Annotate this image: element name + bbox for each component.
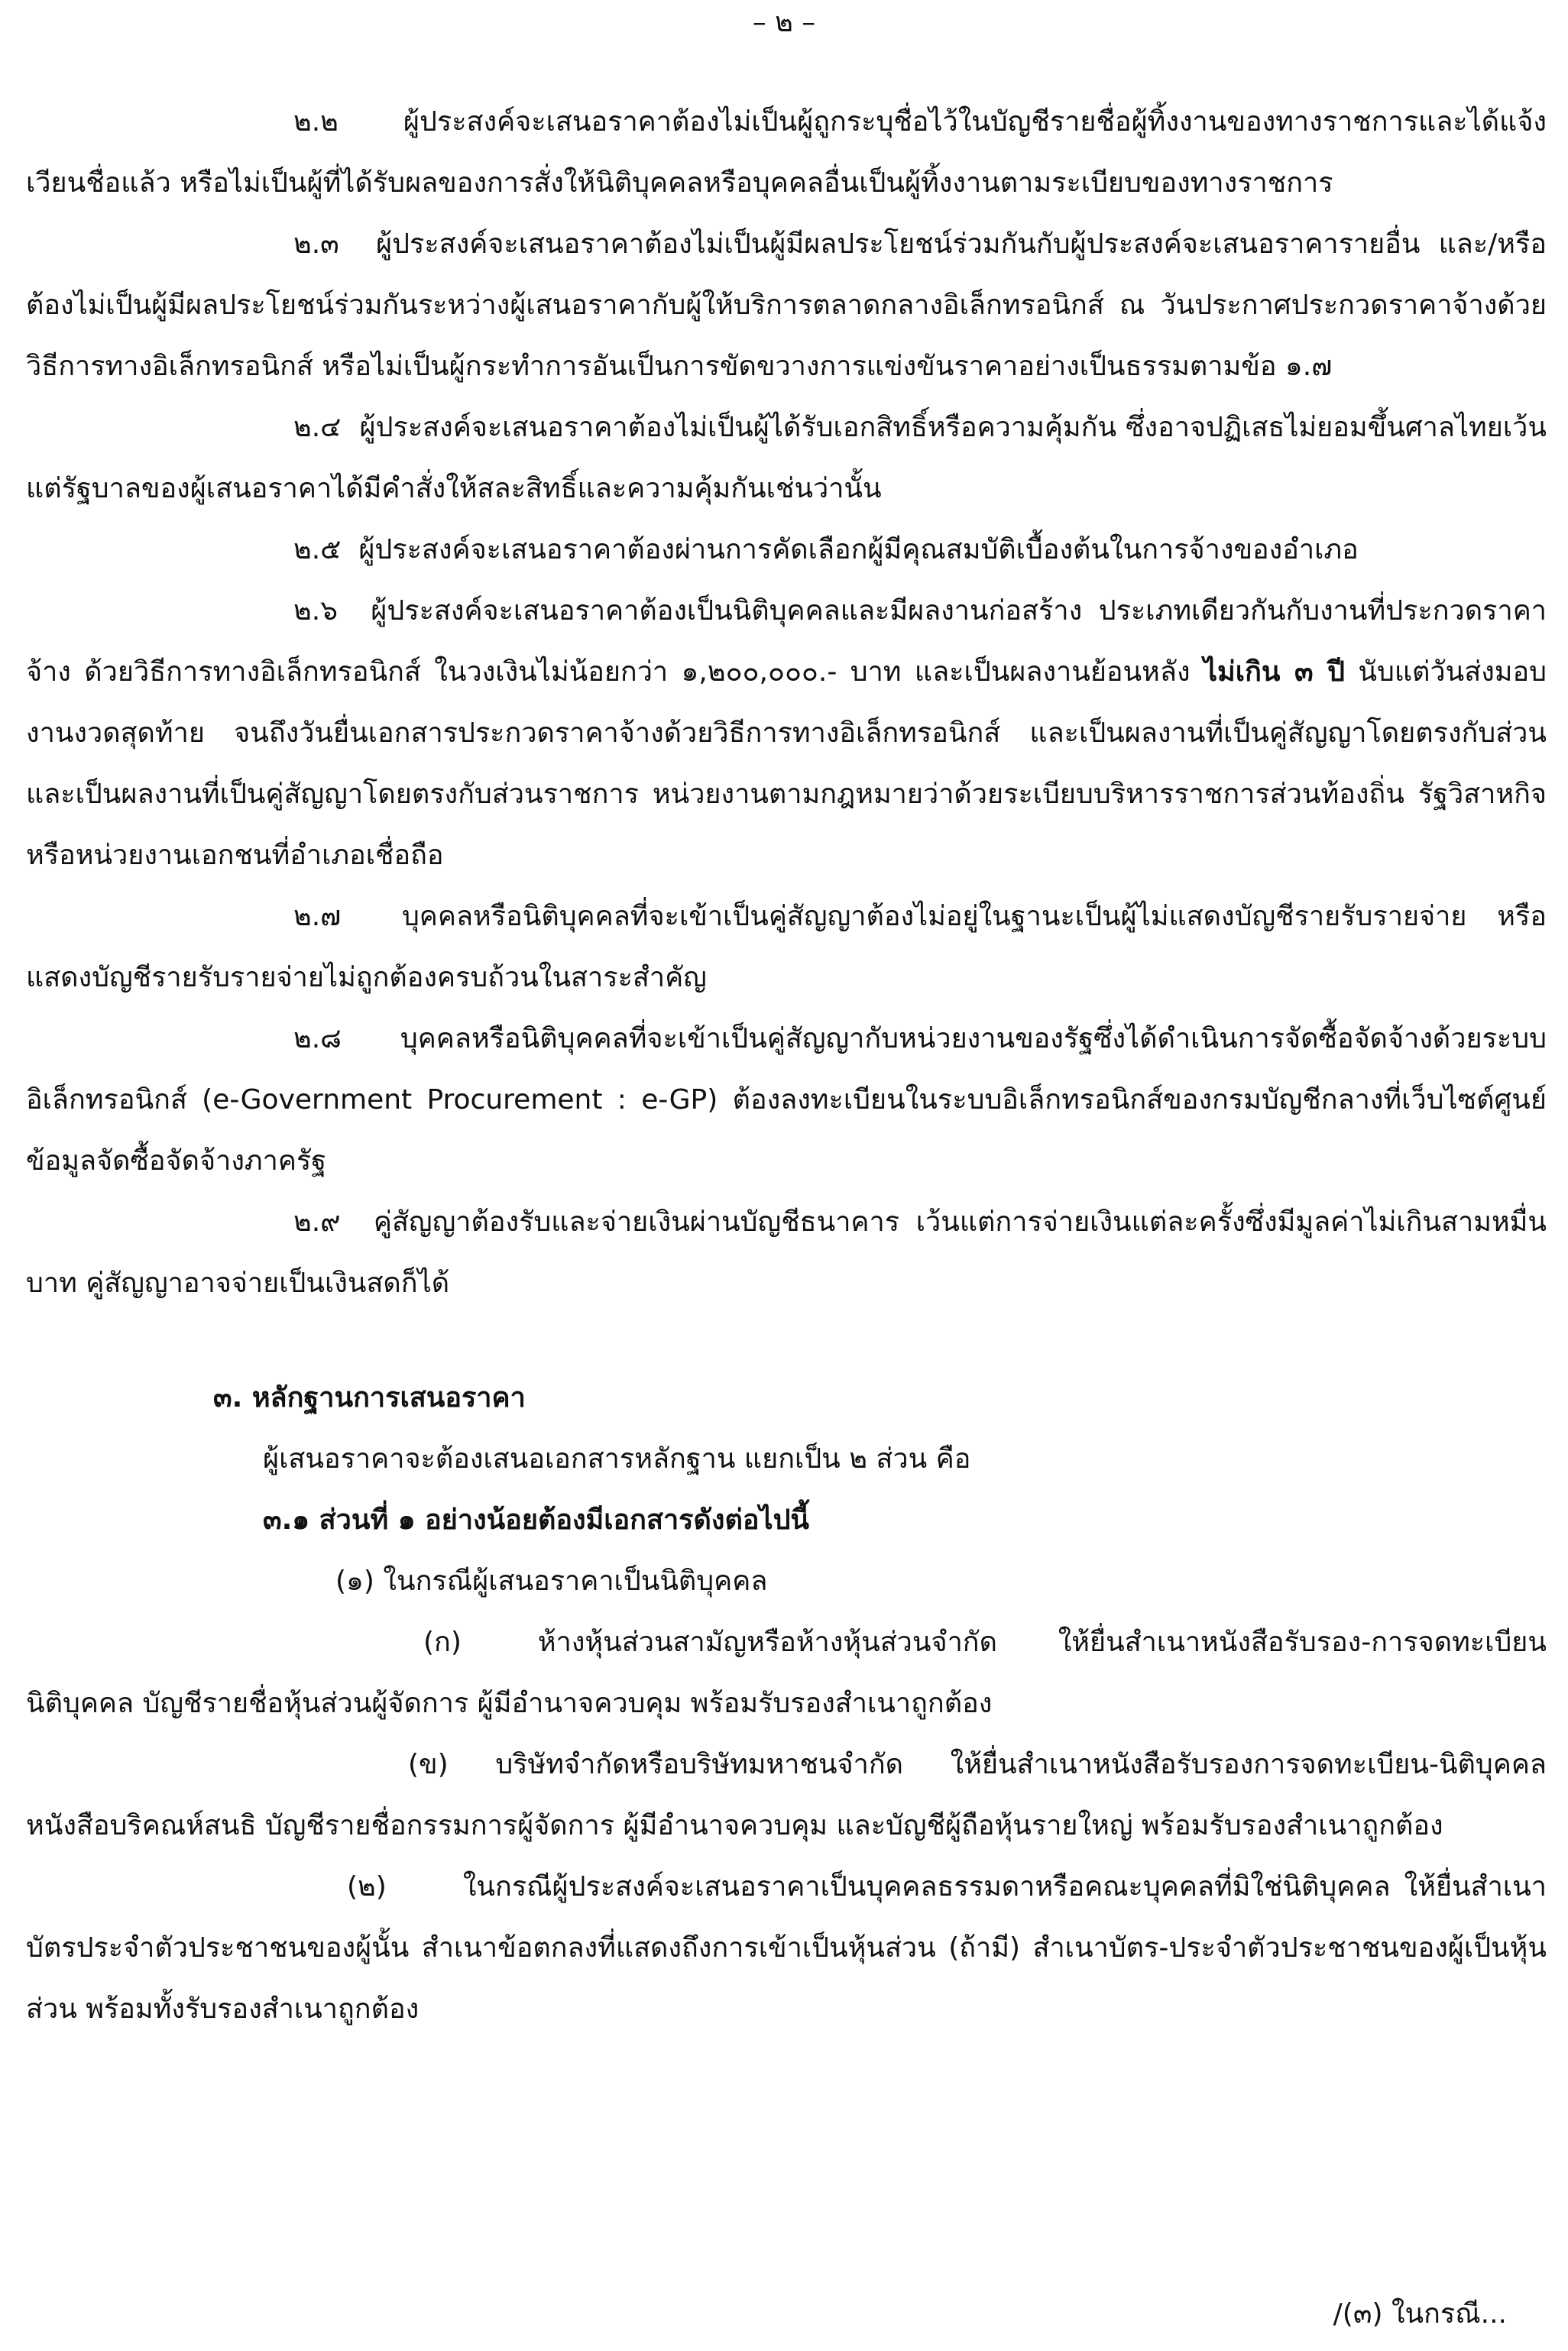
clause-text: ผู้ประสงค์จะเสนอราคาต้องไม่เป็นผู้มีผลประโยชน์ร่วมกันกับผู้ประสงค์จะเสนอราคารายอื่น และ/หรือต้องไม่เป็นผู้มีผลประโยชน์ร่วมกันระหว่างผู้เสนอราคากับผู้ให้บริการตลาดกลางอิเล็กทรอนิกส์ ณ วันประกาศประกวดราคาจ้างด้วยวิธีการทางอิเล็กทรอนิกส์ หรือไม่เป็นผู้กระทำการอันเป็นการขัดขวางการแข่งขันราคาอย่างเป็นธรรมตามข้อ ๑.๗ xyxy=(26,228,1547,382)
clause-2-3 xyxy=(26,214,1547,397)
clause-number: ๒.๗ xyxy=(293,901,342,932)
item-ko xyxy=(26,1612,1547,1734)
document-body xyxy=(26,92,1547,2040)
page-number: – ๒ – xyxy=(752,7,816,38)
clause-2-8 xyxy=(26,1009,1547,1192)
section-3-heading: ๓. หลักฐานการเสนอราคา xyxy=(213,1382,526,1414)
section-3-intro: ผู้เสนอราคาจะต้องเสนอเอกสารหลักฐาน แยกเป็น ๒ ส่วน คือ xyxy=(263,1443,971,1475)
clause-text: บุคคลหรือนิติบุคคลที่จะเข้าเป็นคู่สัญญากับหน่วยงานของรัฐซึ่งได้ดำเนินการจัดซื้อจัดจ้างด้วยระบบอิเล็กทรอนิกส์ (e-Government Procurement : e-GP) ต้องลงทะเบียนในระบบอิเล็กทรอนิกส์ของกรมบัญชีกลางที่เว็บไซต์ศูนย์ข้อมูลจัดซื้อจัดจ้างภาครัฐ xyxy=(26,1023,1547,1177)
clause-text: ผู้ประสงค์จะเสนอราคาต้องไม่เป็นผู้ถูกระบุชื่อไว้ในบัญชีรายชื่อผู้ทิ้งงานของทางราชการและได้แจ้งเวียนชื่อแล้ว หรือไม่เป็นผู้ที่ได้รับผลของการสั่งให้นิติบุคคลหรือบุคคลอื่นเป็นผู้ทิ้งงานตามระเบียบของทางราชการ xyxy=(26,106,1547,199)
item-1: (๑) ในกรณีผู้เสนอราคาเป็นนิติบุคคล xyxy=(335,1566,768,1597)
item-kho: (ข) บริษัทจำกัดหรือบริษัทมหาชนจำกัด ให้ยื่นสำเนาหนังสือรับรองการจดทะเบียน-นิติบุคคล หนังสือบริคณห์สนธิ บัญชีรายชื่อกรรมการผู้จัดการ ผู้มีอำนาจควบคุม และบัญชีผู้ถือหุ้นรายใหญ่ พร้อมรับรองสำเนาถูกต้อง xyxy=(26,1749,1547,1841)
clause-text: บุคคลหรือนิติบุคคลที่จะเข้าเป็นคู่สัญญาต้องไม่อยู่ในฐานะเป็นผู้ไม่แสดงบัญชีรายรับรายจ่าย หรือแสดงบัญชีรายรับรายจ่ายไม่ถูกต้องครบถ้วนในสาระสำคัญ xyxy=(26,901,1547,993)
clause-text: ผู้ประสงค์จะเสนอราคาต้องไม่เป็นผู้ได้รับเอกสิทธิ์หรือความคุ้มกัน ซึ่งอาจปฏิเสธไม่ยอมขึ้นศาลไทยเว้นแต่รัฐบาลของผู้เสนอราคาได้มีคำสั่งให้สละสิทธิ์และความคุ้มกันเช่นว่านั้น xyxy=(26,412,1547,504)
clause-number: ๒.๔ xyxy=(293,412,342,443)
clause-number: ๒.๖ xyxy=(293,595,339,627)
clause-number: ๒.๓ xyxy=(293,228,339,260)
clause-bold-text: ไม่เกิน ๓ ปี xyxy=(1203,656,1345,688)
clause-2-7 xyxy=(26,886,1547,1009)
section-3-1-heading: ๓.๑ ส่วนที่ ๑ อย่างน้อยต้องมีเอกสารดังต่อไปนี้ xyxy=(263,1504,810,1536)
item-ko-text: ห้างหุ้นส่วนสามัญหรือห้างหุ้นส่วนจำกัด ให้ยื่นสำเนาหนังสือรับรอง-การจดทะเบียนนิติบุคคล บัญชีรายชื่อหุ้นส่วนผู้จัดการ ผู้มีอำนาจควบคุม พร้อมรับรองสำเนาถูกต้อง xyxy=(26,1627,1547,1719)
section-spacer xyxy=(26,1314,1547,1368)
clause-number: ๒.๕ xyxy=(293,534,342,565)
clause-text: ผู้ประสงค์จะเสนอราคาต้องเป็นนิติบุคคลและมีผลงานก่อสร้าง ประเภทเดียวกันกับงานที่ประกวดราคาจ้าง ด้วยวิธีการทางอิเล็กทรอนิกส์ ในวงเงินไม่น้อยกว่า ๑,๒๐๐,๐๐๐.- บาท และเป็นผลงานย้อนหลัง xyxy=(26,595,1547,688)
clause-text: คู่สัญญาต้องรับและจ่ายเงินผ่านบัญชีธนาคาร เว้นแต่การจ่ายเงินแต่ละครั้งซึ่งมีมูลค่าไม่เกินสามหมื่นบาท คู่สัญญาอาจจ่ายเป็นเงินสดก็ได้ xyxy=(26,1206,1547,1299)
clause-number: ๒.๙ xyxy=(293,1206,341,1238)
item-ko-label: (ก) xyxy=(423,1627,462,1658)
clause-number: ๒.๒ xyxy=(293,106,339,138)
clause-2-9 xyxy=(26,1192,1547,1314)
continuation-note: /(๓) ในกรณี... xyxy=(1333,2298,1507,2330)
item-2-label: (๒) xyxy=(347,1871,387,1902)
item-2 xyxy=(26,1857,1547,2040)
item-2-text: ในกรณีผู้ประสงค์จะเสนอราคาเป็นบุคคลธรรมดาหรือคณะบุคคลที่มิใช่นิติบุคคล ให้ยื่นสำเนาบัตรประจำตัวประชาชนของผู้นั้น สำเนาข้อตกลงที่แสดงถึงการเข้าเป็นหุ้นส่วน (ถ้ามี) สำเนาบัตร-ประจำตัวประชาชนของผู้เป็นหุ้นส่วน พร้อมทั้งรับรองสำเนาถูกต้อง xyxy=(26,1871,1547,2025)
clause-text-continued: นับแต่วันส่งมอบงานงวดสุดท้าย จนถึงวันยื่นเอกสารประกวดราคาจ้างด้วยวิธีการทางอิเล็กทรอนิกส์ และเป็นผลงานที่เป็นคู่สัญญาโดยตรงกับส่วนและเป็นผลงานที่เป็นคู่สัญญาโดยตรงกับส่วนราชการ หน่วยงานตามกฎหมายว่าด้วยระเบียบบริหารราชการส่วนท้องถิ่น รัฐวิสาหกิจ หรือหน่วยงานเอกชนที่อำเภอเชื่อถือ xyxy=(26,656,1547,871)
clause-text: ผู้ประสงค์จะเสนอราคาต้องผ่านการคัดเลือกผู้มีคุณสมบัติเบื้องต้นในการจ้างของอำเภอ xyxy=(358,534,1359,565)
clause-2-6 xyxy=(26,581,1547,886)
clause-2-2 xyxy=(26,92,1547,214)
clause-number: ๒.๘ xyxy=(293,1023,342,1054)
clause-2-4 xyxy=(26,397,1547,520)
clause-2-5 xyxy=(26,520,1547,581)
